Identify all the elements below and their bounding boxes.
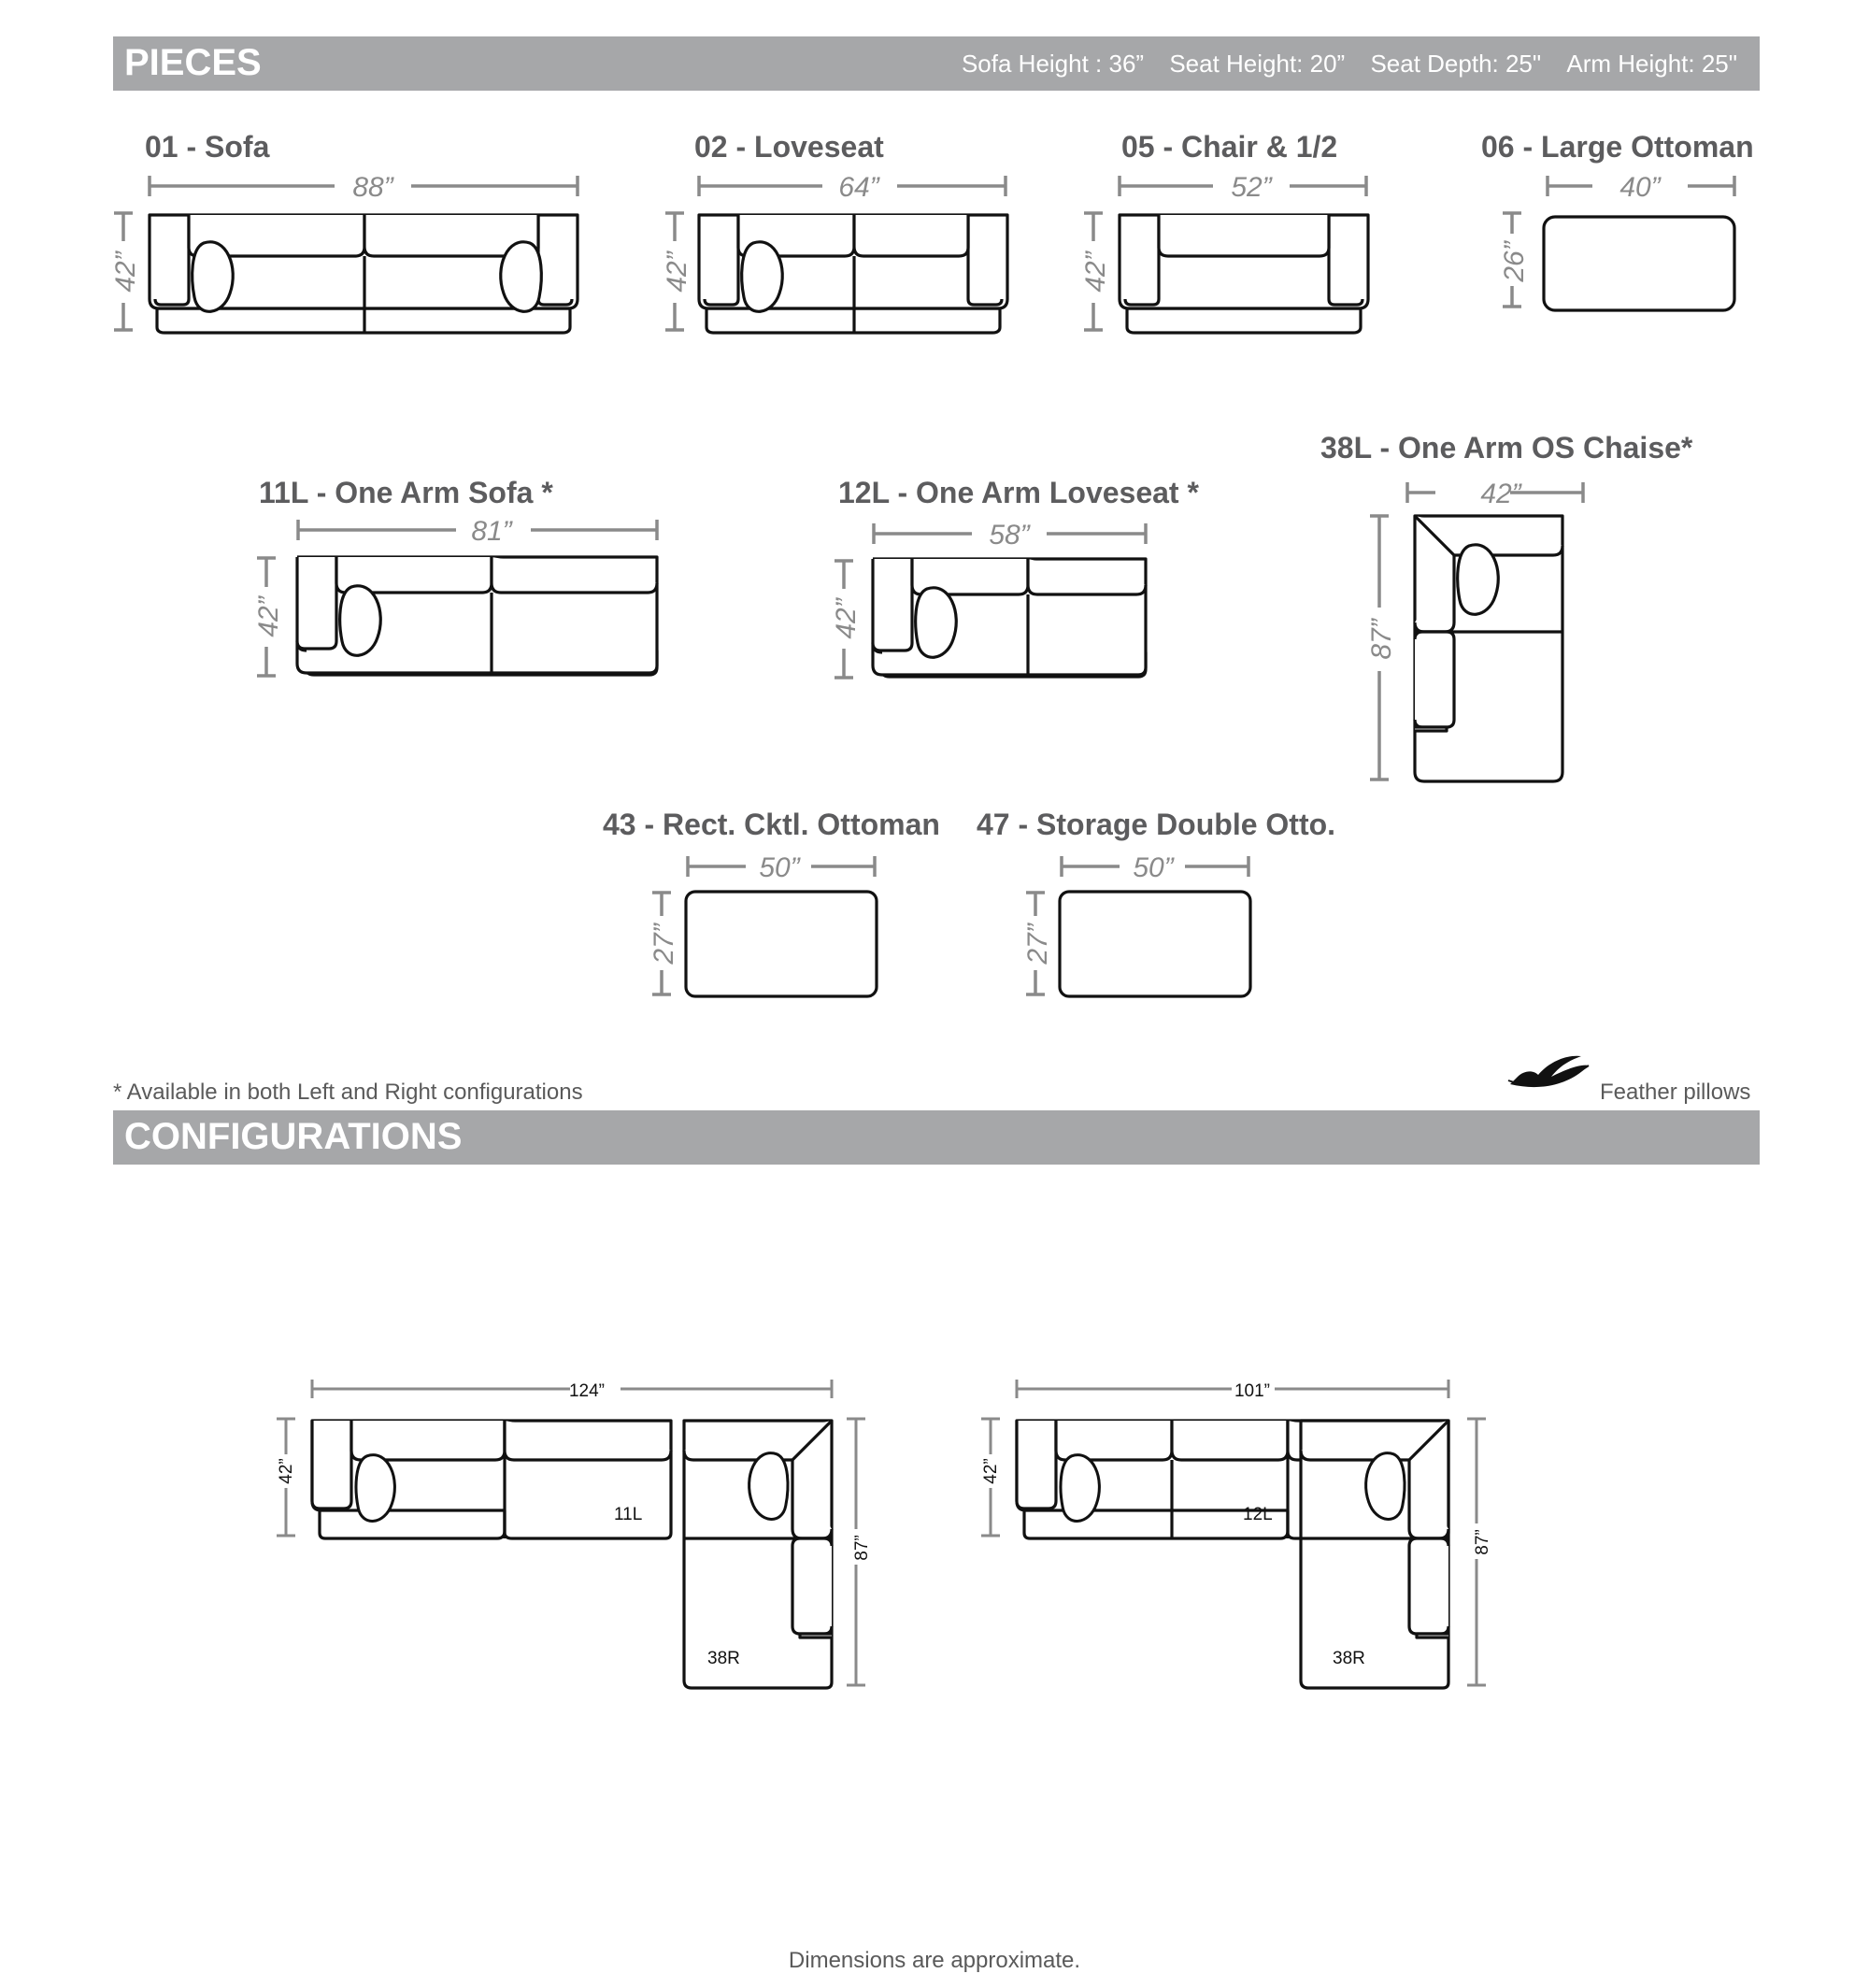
configurations-heading: CONFIGURATIONS [124,1116,463,1157]
piece-chair-and-half [1080,130,1368,333]
config1-chaise-depth: 87” [852,1535,872,1561]
piece-title-one-arm-sofa: 11L - One Arm Sofa * [259,476,553,509]
piece-title-chair: 05 - Chair & 1/2 [1121,130,1338,164]
piece-title-cocktail-ottoman: 43 - Rect. Cktl. Ottoman [603,808,940,841]
piece-sofa [110,130,578,333]
config1-width: 124” [568,1381,606,1401]
piece-large-ottoman [1481,130,1754,310]
config1-depth: 42” [277,1458,296,1484]
piece-width-one-arm-sofa: 81” [471,516,512,547]
config1-piece-a: 11L [614,1505,643,1524]
spec-arm-height: Arm Height: 25" [1566,50,1737,78]
piece-width-large-ottoman: 40” [1619,172,1661,203]
piece-width-cocktail-ottoman: 50” [759,852,800,883]
config2-chaise-depth: 87” [1473,1529,1492,1555]
piece-depth-chair: 42” [1080,251,1111,293]
piece-width-chair: 52” [1231,172,1272,203]
configuration-1 [277,1380,872,1688]
spec-seat-depth: Seat Depth: 25" [1370,50,1542,78]
config2-depth: 42” [981,1458,1001,1484]
piece-depth-large-ottoman: 26” [1499,241,1530,282]
spec-seat-height: Seat Height: 20” [1169,50,1346,78]
footnote: * Available in both Left and Right configurations [113,1080,583,1105]
piece-width-one-arm-chaise: 42” [1480,479,1521,509]
piece-depth-sofa: 42” [110,251,141,293]
feather-legend-label: Feather pillows [1600,1080,1751,1105]
piece-depth-cocktail-ottoman: 27” [649,923,679,965]
piece-title-one-arm-loveseat: 12L - One Arm Loveseat * [838,476,1199,509]
piece-title-sofa: 01 - Sofa [145,130,270,164]
config2-width: 101” [1234,1381,1271,1401]
config1-piece-b: 38R [707,1649,740,1668]
config2-piece-a: 12L [1243,1505,1273,1524]
piece-width-loveseat: 64” [838,172,879,203]
piece-storage-ottoman [977,808,1335,996]
piece-title-storage-ottoman: 47 - Storage Double Otto. [977,808,1336,841]
piece-width-one-arm-loveseat: 58” [989,520,1030,551]
piece-width-sofa: 88” [352,172,393,203]
piece-depth-one-arm-chaise: 87” [1366,619,1397,660]
pieces-heading: PIECES [124,42,262,83]
piece-one-arm-sofa [253,476,657,676]
configuration-2 [981,1380,1492,1688]
piece-title-one-arm-chaise: 38L - One Arm OS Chaise* [1320,431,1693,465]
piece-depth-one-arm-loveseat: 42” [831,598,862,639]
piece-cocktail-ottoman [603,808,940,996]
piece-depth-one-arm-sofa: 42” [253,596,284,637]
piece-depth-storage-ottoman: 27” [1022,923,1053,965]
piece-title-large-ottoman: 06 - Large Ottoman [1481,130,1754,164]
piece-depth-loveseat: 42” [662,251,692,293]
feather-icon [1508,1056,1589,1087]
piece-one-arm-chaise [1320,431,1693,781]
spec-sofa-height: Sofa Height : 36” [961,50,1145,78]
piece-title-loveseat: 02 - Loveseat [694,130,884,164]
config2-piece-b: 38R [1333,1649,1365,1668]
disclaimer: Dimensions are approximate. [788,1948,1081,1973]
piece-width-storage-ottoman: 50” [1133,852,1174,883]
piece-one-arm-loveseat [831,476,1199,678]
